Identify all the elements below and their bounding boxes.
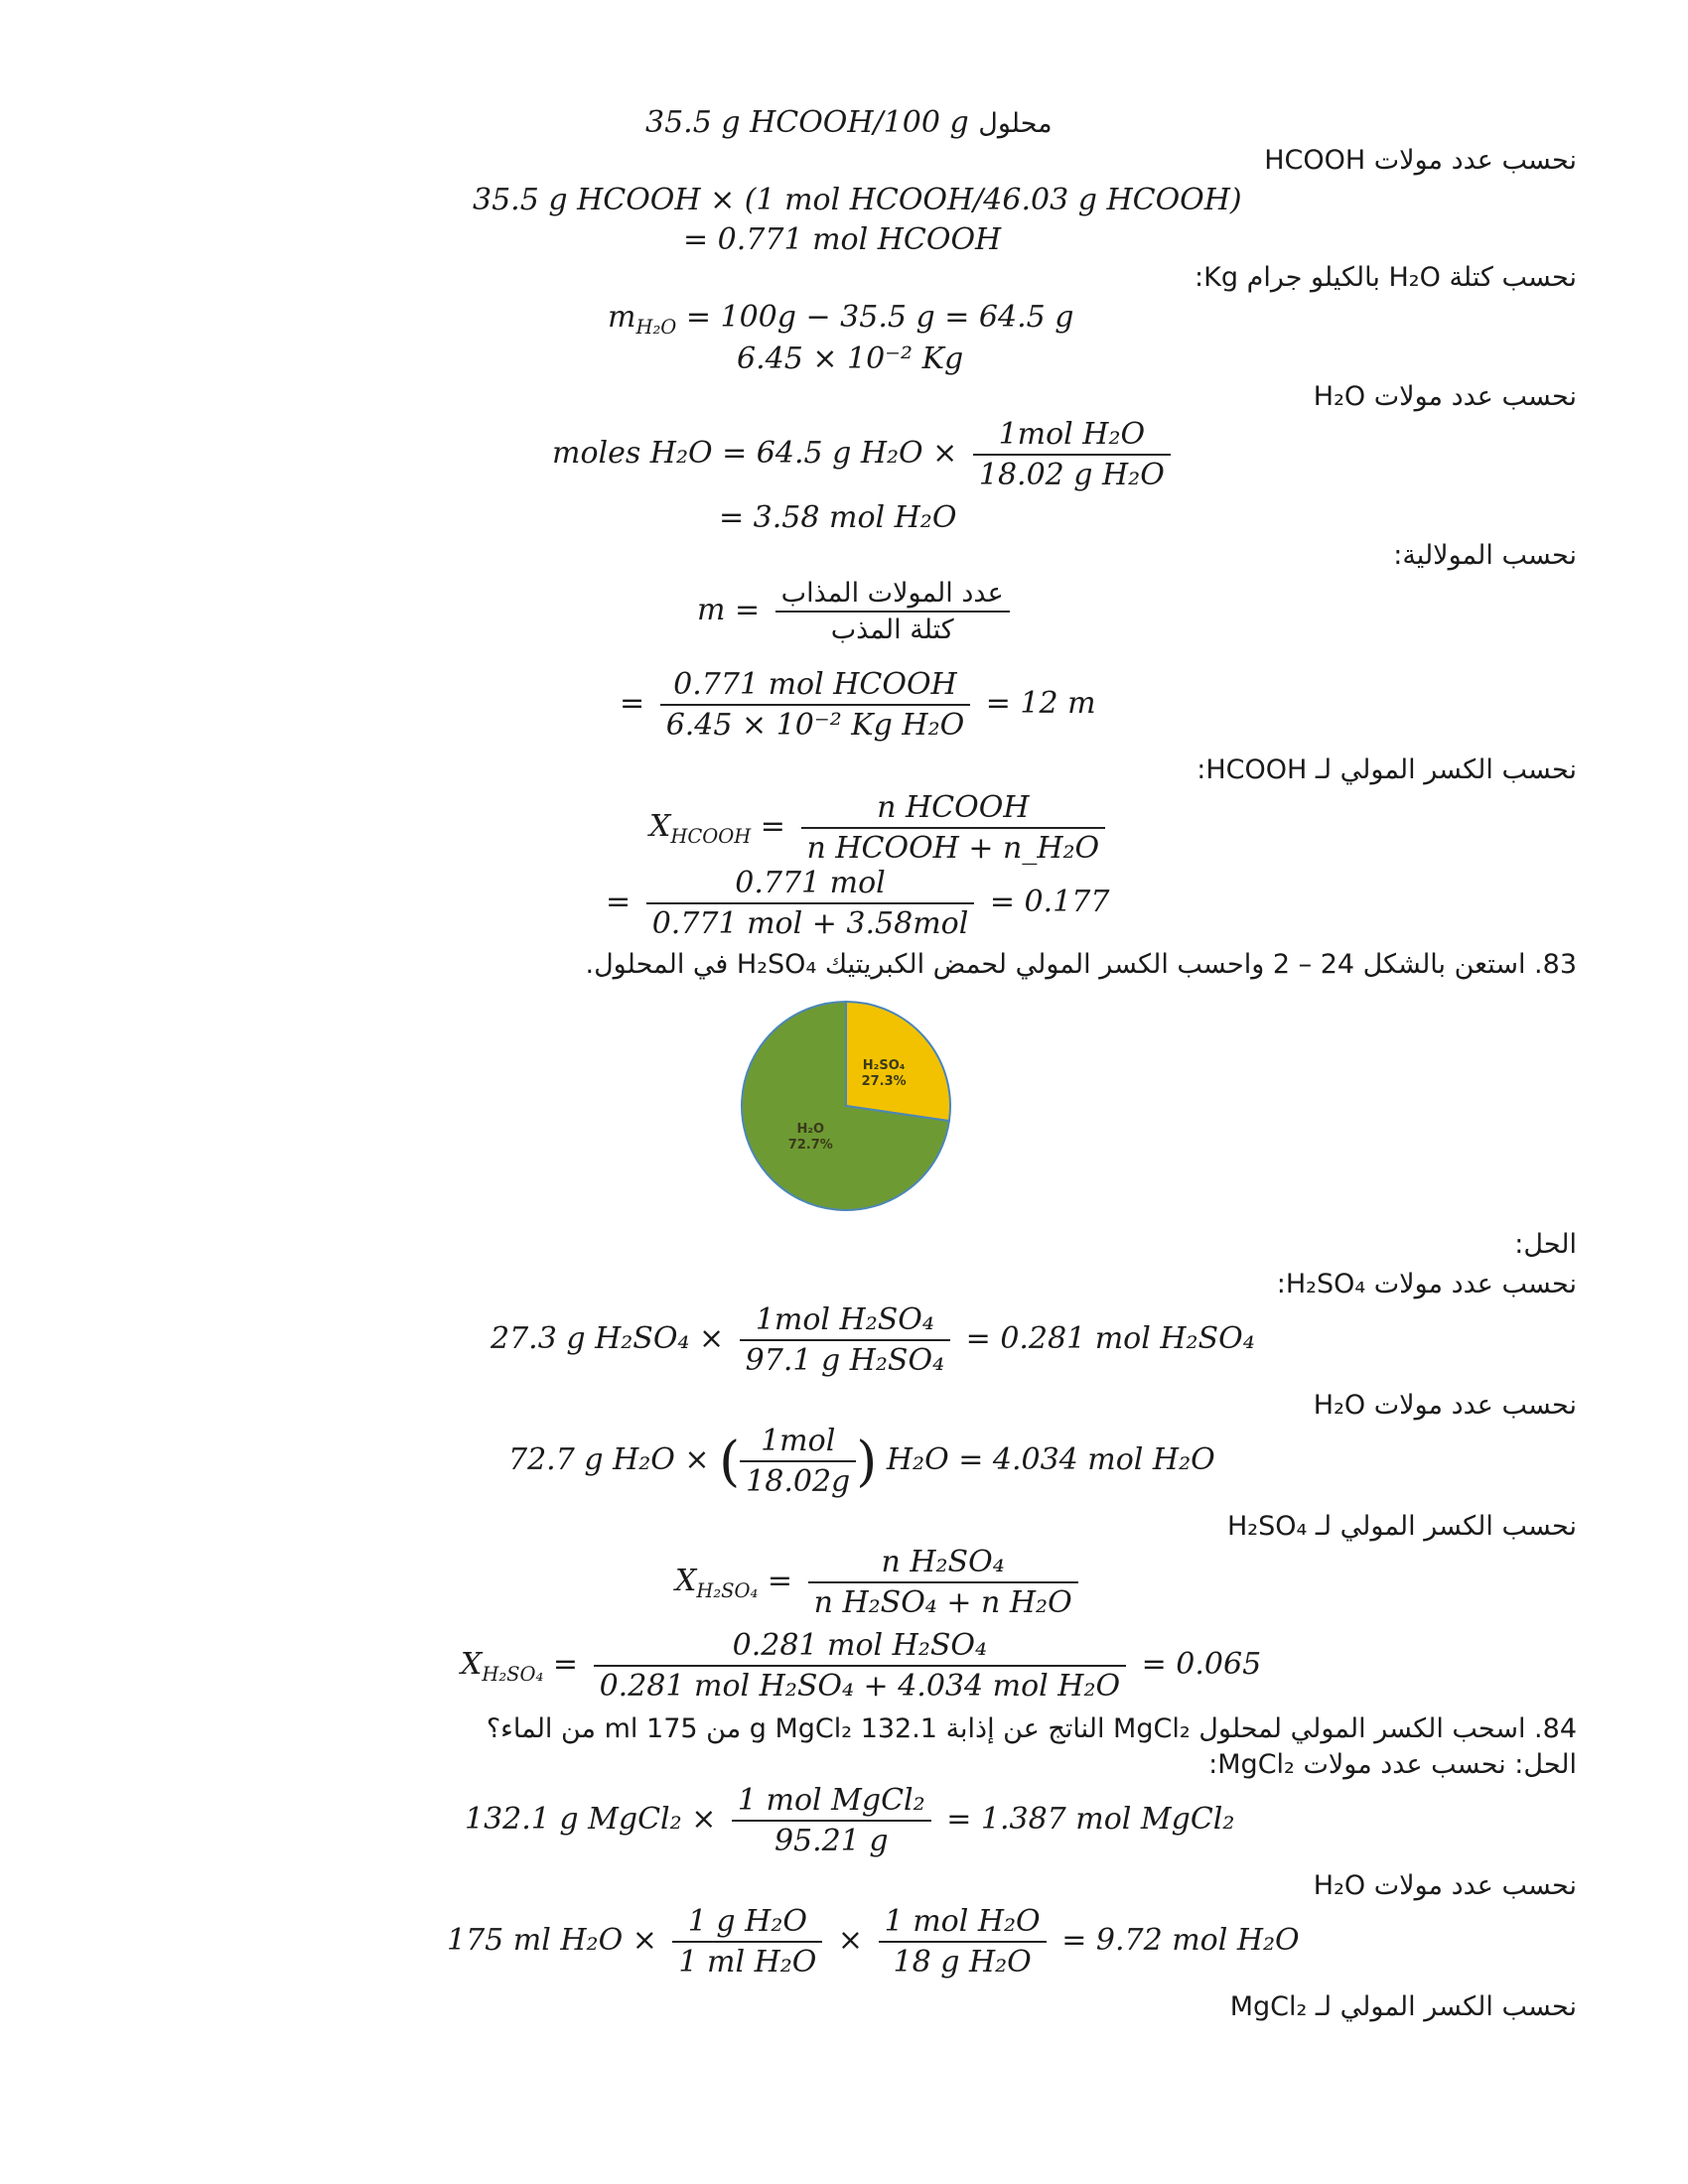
- calc-moles-water-heading-3: نحسب عدد مولات H₂O: [1313, 1870, 1577, 1901]
- fraction-numerator: 0.771 mol: [646, 866, 975, 904]
- mole-fraction-h2so4-calc: $X_{H_2SO_4}$ = $\frac{\text{0.281 mol H₂SO₄}}{\text{0.281 mol H₂SO₄ + 4.034 mol H₂O}}$ = 0.065: [461, 1628, 1262, 1704]
- mass-ratio-eq: 35.5 g HCOOH/100 g: [645, 105, 969, 140]
- calc-moles-hcooh-heading: نحسب عدد مولات HCOOH: [1264, 145, 1577, 176]
- pie-value-h2o: 72.7%: [787, 1137, 833, 1153]
- fraction-numerator: 0.771 mol HCOOH: [660, 667, 971, 706]
- fraction-denominator: 0.281 mol H₂SO₄ + 4.034 mol H₂O: [599, 1669, 1121, 1704]
- calc-mole-fraction-mgcl2-heading: نحسب الكسر المولي لـ MgCl₂: [1229, 1991, 1577, 2022]
- calc-moles-water-heading: نحسب عدد مولات H₂O: [1313, 381, 1577, 412]
- molality-lhs: m =: [697, 593, 761, 627]
- fraction-denominator: 18 g H₂O: [893, 1945, 1032, 1979]
- molality-fraction: [775, 578, 1010, 645]
- moles-mgcl2-lhs: 132.1 g MgCl₂ ×: [465, 1802, 717, 1837]
- pie-label-h2so4: H₂SO₄: [862, 1058, 906, 1074]
- molality-calc-fraction: [660, 667, 971, 743]
- solution-word: محلول: [978, 108, 1053, 139]
- question-84-solution: الحل: نحسب عدد مولات MgCl₂:: [1208, 1749, 1577, 1780]
- fraction-numerator: n HCOOH: [801, 790, 1106, 829]
- moles-water-2-lhs: 72.7 g H₂O ×: [508, 1442, 710, 1477]
- line-mass-ratio: [645, 105, 1053, 140]
- fraction-numerator: 1mol H₂SO₄: [740, 1302, 950, 1341]
- moles-water-2-fraction: [740, 1424, 856, 1499]
- fraction-numerator: 0.281 mol H₂SO₄: [594, 1628, 1126, 1667]
- fraction-denominator: كتلة المذب: [830, 614, 954, 645]
- moles-water-eq-2: 72.7 g H₂O × ( $\frac{\text{1mol}}{18.02g}$ ) H₂O = 4.034 mol H₂O: [508, 1424, 1215, 1499]
- moles-water-eq: [552, 417, 1177, 492]
- fraction-denominator: 1 ml H₂O: [678, 1945, 817, 1979]
- fraction-numerator: عدد المولات المذاب: [775, 578, 1010, 613]
- fraction-numerator: n H₂SO₄: [808, 1545, 1078, 1583]
- moles-h2so4-lhs: 27.3 g H₂SO₄ ×: [491, 1321, 725, 1356]
- mole-fraction-hcooh-calc: = $\frac{\text{0.771 mol}}{\text{0.771 mol + 3.58mol}}$ = 0.177: [606, 866, 1110, 941]
- mass-water-eq: $m_{H_2O} = 100g - 35.5$ g = 64.5 g: [608, 300, 1074, 339]
- moles-hcooh-result: = 0.771 mol HCOOH: [683, 222, 1002, 257]
- moles-water-eq-3: 175 ml H₂O × $\frac{\text{1 g H₂O}}{\text{1 ml H₂O}}$ × $\frac{\text{1 mol H₂O}}{\text{18 g H₂O}}$ = 9.72 mol H₂O: [447, 1904, 1300, 1979]
- calc-mass-water-heading: نحسب كتلة H₂O بالكيلو جرام Kg:: [1195, 262, 1577, 293]
- fraction-denominator: n HCOOH + n_H₂O: [806, 831, 1100, 866]
- molality-result: = 12 m: [985, 686, 1096, 721]
- mole-fraction-hcooh-formula: $X_{HCOOH}$ = $\frac{\text{n HCOOH}}{\text{n HCOOH + n\_H₂O}}$: [649, 790, 1111, 866]
- mole-fraction-h2so4-formula: $X_{H_2SO_4}$ = $\frac{\text{n H₂SO₄}}{\text{n H₂SO₄ + n H₂O}}$: [675, 1545, 1084, 1620]
- mole-fraction-h2so4-result: = 0.065: [1141, 1647, 1262, 1682]
- fraction-numerator: 1 mol H₂O: [879, 1904, 1047, 1943]
- mole-fraction-fraction: [801, 790, 1106, 866]
- calc-moles-water-heading-2: نحسب عدد مولات H₂O: [1313, 1390, 1577, 1421]
- moles-h2so4-eq: [491, 1302, 1255, 1378]
- fraction-numerator: 1mol H₂O: [973, 417, 1171, 456]
- mole-fraction-h2so4-calc-fraction: [594, 1628, 1126, 1704]
- pie-value-h2so4: 27.3%: [861, 1074, 907, 1090]
- moles-mgcl2-eq: [465, 1783, 1234, 1858]
- fraction-denominator: 0.771 mol + 3.58mol: [651, 906, 969, 941]
- pie-label-h2o: H₂O: [796, 1121, 825, 1137]
- fraction-numerator: 1 mol MgCl₂: [732, 1783, 931, 1822]
- calc-mole-fraction-h2so4-heading: نحسب الكسر المولي لـ H₂SO₄: [1227, 1511, 1577, 1542]
- fraction-denominator: 95.21 g: [774, 1824, 889, 1858]
- moles-water-lhs: moles H₂O = 64.5 g H₂O ×: [552, 436, 958, 471]
- mass-symbol: m: [608, 300, 636, 335]
- calc-mole-fraction-hcooh-heading: نحسب الكسر المولي لـ HCOOH:: [1196, 754, 1577, 785]
- fraction-denominator: 18.02 g H₂O: [978, 458, 1165, 492]
- molality-calc: = $\frac{\text{0.771 mol HCOOH}}{\text{6.45 × 10⁻² Kg H₂O}}$ = 12 m: [620, 667, 1096, 743]
- moles-water-3-lhs: 175 ml H₂O ×: [447, 1923, 657, 1958]
- moles-water-result: = 3.58 mol H₂O: [719, 500, 957, 535]
- mass-water-kg: 6.45 × 10⁻² Kg: [737, 341, 964, 376]
- density-fraction: [672, 1904, 822, 1979]
- moles-h2so4-fraction: [740, 1302, 950, 1378]
- fraction-numerator: 1 g H₂O: [672, 1904, 822, 1943]
- moles-water-fraction: [973, 417, 1171, 492]
- moles-water-3-result: = 9.72 mol H₂O: [1061, 1923, 1300, 1958]
- mole-fraction-calc-fraction: [646, 866, 975, 941]
- mass-water-rhs: = 100g − 35.5 g = 64.5 g: [685, 300, 1074, 335]
- fraction-denominator: 97.1 g H₂SO₄: [745, 1343, 945, 1378]
- fraction-numerator: 1mol: [740, 1424, 856, 1462]
- molality-formula: [697, 578, 1016, 645]
- moles-h2so4-result: = 0.281 mol H₂SO₄: [965, 1321, 1255, 1356]
- moles-water-2-result: H₂O = 4.034 mol H₂O: [886, 1442, 1215, 1477]
- question-83: 83. استعن بالشكل 24 – 2 واحسب الكسر المولي لحمض الكبريتيك H₂SO₄ في المحلول.: [585, 949, 1577, 980]
- moles-hcooh-eq: 35.5 g HCOOH × (1 mol HCOOH/46.03 g HCOOH): [473, 183, 1242, 217]
- fraction-denominator: 18.02g: [746, 1464, 851, 1499]
- question-84: 84. اسحب الكسر المولي لمحلول MgCl₂ الناتج عن إذابة 132.1 g MgCl₂ من 175 ml من الماء؟: [486, 1713, 1577, 1744]
- fraction-denominator: 6.45 × 10⁻² Kg H₂O: [665, 708, 965, 743]
- fraction-denominator: n H₂SO₄ + n H₂O: [813, 1585, 1072, 1620]
- calc-moles-h2so4-heading: نحسب عدد مولات H₂SO₄:: [1276, 1269, 1577, 1299]
- mole-fraction-result: = 0.177: [989, 885, 1110, 919]
- solution-heading: الحل:: [1514, 1229, 1577, 1260]
- moles-mgcl2-fraction: [732, 1783, 931, 1858]
- moles-mgcl2-result: = 1.387 mol MgCl₂: [946, 1802, 1235, 1837]
- mole-fraction-h2so4-fraction: [808, 1545, 1078, 1620]
- pie-chart: [737, 997, 955, 1215]
- calc-molality-heading: نحسب المولالية:: [1393, 540, 1577, 571]
- molar-mass-fraction: [879, 1904, 1047, 1979]
